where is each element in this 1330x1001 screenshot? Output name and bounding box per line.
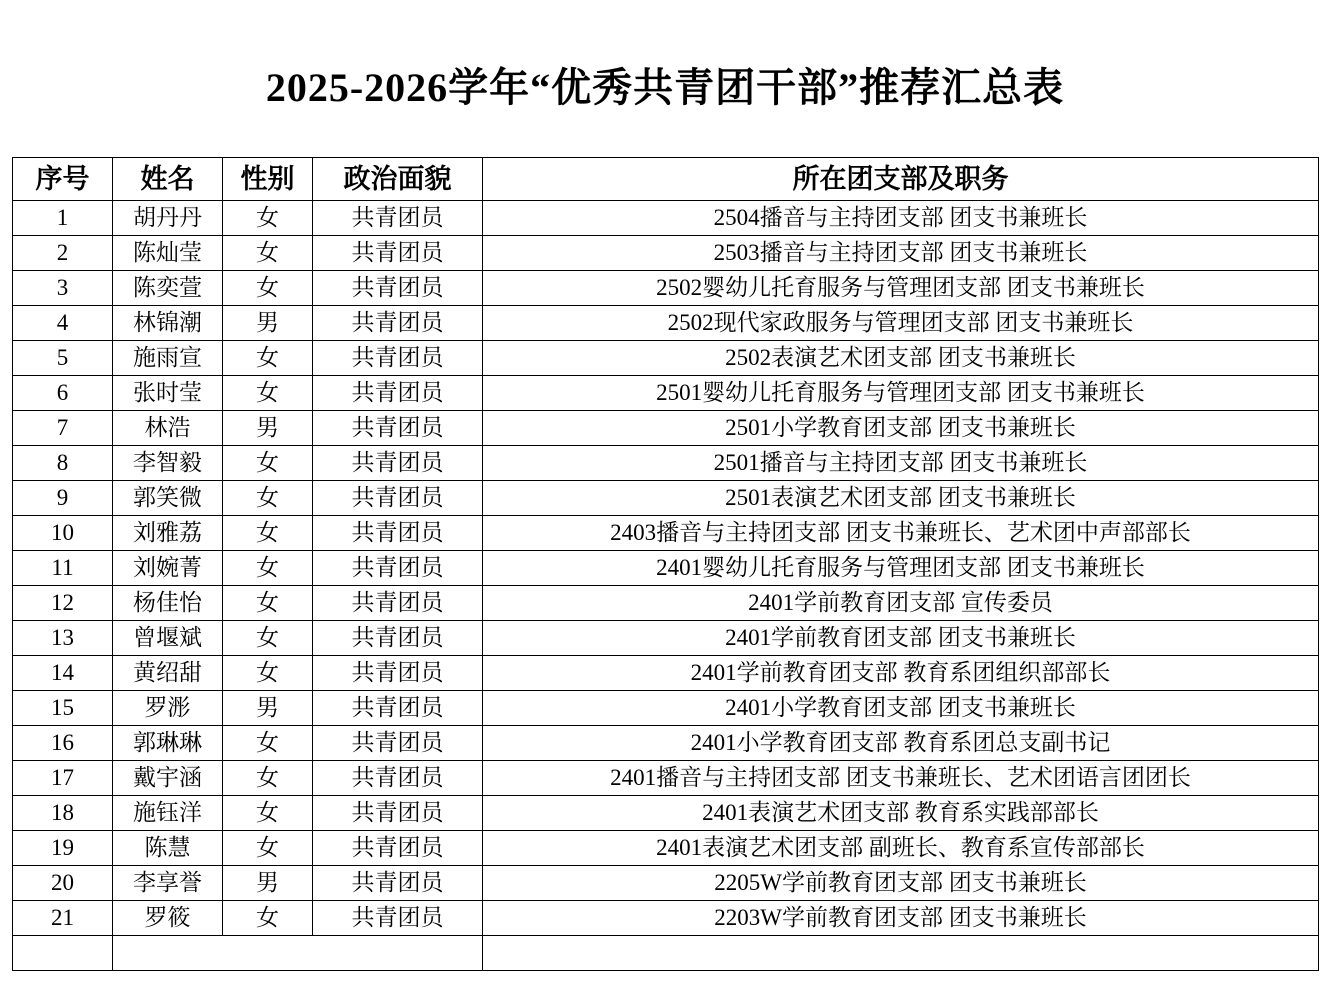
cell-politics: 共青团员 — [313, 761, 483, 796]
cell-name: 陈灿莹 — [113, 236, 223, 271]
cell-index: 6 — [13, 376, 113, 411]
cell-org: 2501播音与主持团支部 团支书兼班长 — [483, 446, 1319, 481]
cell-index: 10 — [13, 516, 113, 551]
cell-politics: 共青团员 — [313, 656, 483, 691]
cell-gender: 男 — [223, 691, 313, 726]
cell-index: 21 — [13, 901, 113, 936]
table-row — [13, 866, 1319, 901]
cell-name: 曾堰斌 — [113, 621, 223, 656]
cell-gender: 女 — [223, 621, 313, 656]
cell-index: 15 — [13, 691, 113, 726]
cell-name: 林浩 — [113, 411, 223, 446]
cell-org: 2401学前教育团支部 团支书兼班长 — [483, 621, 1319, 656]
cell-org: 2501婴幼儿托育服务与管理团支部 团支书兼班长 — [483, 376, 1319, 411]
cell-name: 李智毅 — [113, 446, 223, 481]
table-row — [13, 831, 1319, 866]
table-row — [13, 761, 1319, 796]
cell-index: 11 — [13, 551, 113, 586]
cell-org: 2403播音与主持团支部 团支书兼班长、艺术团中声部部长 — [483, 516, 1319, 551]
cell-index: 4 — [13, 306, 113, 341]
table-container — [0, 157, 1330, 971]
cell-org: 2205W学前教育团支部 团支书兼班长 — [483, 866, 1319, 901]
cell-politics: 共青团员 — [313, 796, 483, 831]
cell-org: 2401婴幼儿托育服务与管理团支部 团支书兼班长 — [483, 551, 1319, 586]
cell-gender: 女 — [223, 796, 313, 831]
cell-gender: 女 — [223, 376, 313, 411]
cell-org: 2401表演艺术团支部 教育系实践部部长 — [483, 796, 1319, 831]
cell-politics: 共青团员 — [313, 901, 483, 936]
cell-index: 18 — [13, 796, 113, 831]
cell-name: 黄绍甜 — [113, 656, 223, 691]
cell-politics: 共青团员 — [313, 866, 483, 901]
cell-gender: 女 — [223, 586, 313, 621]
cell-gender: 女 — [223, 481, 313, 516]
cell-name: 罗浵 — [113, 691, 223, 726]
cell-org: 2401播音与主持团支部 团支书兼班长、艺术团语言团团长 — [483, 761, 1319, 796]
table-body — [13, 201, 1319, 971]
cell-name: 林锦潮 — [113, 306, 223, 341]
cell-gender: 女 — [223, 551, 313, 586]
cell-politics: 共青团员 — [313, 271, 483, 306]
cell-org: 2502现代家政服务与管理团支部 团支书兼班长 — [483, 306, 1319, 341]
tail-cell-middle — [113, 936, 483, 971]
table-row — [13, 481, 1319, 516]
cell-name: 陈奕萱 — [113, 271, 223, 306]
cell-politics: 共青团员 — [313, 516, 483, 551]
column-header-index: 序号 — [13, 158, 113, 201]
cell-org: 2401学前教育团支部 教育系团组织部部长 — [483, 656, 1319, 691]
cell-org: 2401表演艺术团支部 副班长、教育系宣传部部长 — [483, 831, 1319, 866]
cell-org: 2501表演艺术团支部 团支书兼班长 — [483, 481, 1319, 516]
cell-index: 2 — [13, 236, 113, 271]
table-row — [13, 551, 1319, 586]
cell-politics: 共青团员 — [313, 201, 483, 236]
cell-gender: 女 — [223, 201, 313, 236]
cell-index: 3 — [13, 271, 113, 306]
table-row — [13, 516, 1319, 551]
cell-name: 戴宇涵 — [113, 761, 223, 796]
cell-org: 2504播音与主持团支部 团支书兼班长 — [483, 201, 1319, 236]
cell-gender: 女 — [223, 831, 313, 866]
cell-name: 胡丹丹 — [113, 201, 223, 236]
cell-index: 16 — [13, 726, 113, 761]
cell-gender: 男 — [223, 306, 313, 341]
table-row — [13, 621, 1319, 656]
cell-name: 施钰洋 — [113, 796, 223, 831]
table-row — [13, 271, 1319, 306]
table-header — [13, 158, 1319, 201]
cell-politics: 共青团员 — [313, 376, 483, 411]
cell-politics: 共青团员 — [313, 481, 483, 516]
table-row — [13, 901, 1319, 936]
tail-cell-right — [483, 936, 1319, 971]
table-row — [13, 656, 1319, 691]
tail-cell-left — [13, 936, 113, 971]
cell-gender: 男 — [223, 411, 313, 446]
cell-politics: 共青团员 — [313, 621, 483, 656]
cell-name: 刘雅荔 — [113, 516, 223, 551]
recommendation-table — [12, 157, 1319, 971]
table-tail-row — [13, 936, 1319, 971]
cell-politics: 共青团员 — [313, 726, 483, 761]
cell-org: 2203W学前教育团支部 团支书兼班长 — [483, 901, 1319, 936]
column-header-politics: 政治面貌 — [313, 158, 483, 201]
table-row — [13, 376, 1319, 411]
cell-org: 2401小学教育团支部 团支书兼班长 — [483, 691, 1319, 726]
table-header-row — [13, 158, 1319, 201]
cell-name: 陈慧 — [113, 831, 223, 866]
cell-index: 14 — [13, 656, 113, 691]
table-row — [13, 411, 1319, 446]
column-header-gender: 性别 — [223, 158, 313, 201]
cell-name: 李享誉 — [113, 866, 223, 901]
cell-name: 杨佳怡 — [113, 586, 223, 621]
cell-name: 郭琳琳 — [113, 726, 223, 761]
cell-gender: 女 — [223, 656, 313, 691]
cell-gender: 女 — [223, 901, 313, 936]
cell-politics: 共青团员 — [313, 446, 483, 481]
cell-name: 施雨宣 — [113, 341, 223, 376]
cell-index: 5 — [13, 341, 113, 376]
table-row — [13, 306, 1319, 341]
cell-org: 2502表演艺术团支部 团支书兼班长 — [483, 341, 1319, 376]
cell-gender: 女 — [223, 236, 313, 271]
cell-org: 2401学前教育团支部 宣传委员 — [483, 586, 1319, 621]
cell-index: 19 — [13, 831, 113, 866]
cell-politics: 共青团员 — [313, 341, 483, 376]
cell-gender: 女 — [223, 726, 313, 761]
table-row — [13, 341, 1319, 376]
cell-index: 8 — [13, 446, 113, 481]
table-row — [13, 446, 1319, 481]
cell-index: 9 — [13, 481, 113, 516]
cell-gender: 女 — [223, 446, 313, 481]
cell-name: 罗筱 — [113, 901, 223, 936]
cell-gender: 女 — [223, 516, 313, 551]
cell-politics: 共青团员 — [313, 306, 483, 341]
table-row — [13, 726, 1319, 761]
cell-politics: 共青团员 — [313, 831, 483, 866]
table-row — [13, 236, 1319, 271]
cell-index: 17 — [13, 761, 113, 796]
cell-politics: 共青团员 — [313, 586, 483, 621]
column-header-name: 姓名 — [113, 158, 223, 201]
cell-index: 7 — [13, 411, 113, 446]
page-title: 2025-2026学年“优秀共青团干部”推荐汇总表 — [265, 65, 1065, 110]
cell-politics: 共青团员 — [313, 236, 483, 271]
cell-index: 12 — [13, 586, 113, 621]
cell-politics: 共青团员 — [313, 691, 483, 726]
table-row — [13, 691, 1319, 726]
cell-gender: 女 — [223, 341, 313, 376]
cell-politics: 共青团员 — [313, 411, 483, 446]
cell-name: 郭笑微 — [113, 481, 223, 516]
table-row — [13, 586, 1319, 621]
cell-index: 20 — [13, 866, 113, 901]
table-row — [13, 796, 1319, 831]
table-row — [13, 201, 1319, 236]
cell-name: 张时莹 — [113, 376, 223, 411]
cell-gender: 女 — [223, 761, 313, 796]
column-header-org: 所在团支部及职务 — [483, 158, 1319, 201]
cell-gender: 男 — [223, 866, 313, 901]
cell-politics: 共青团员 — [313, 551, 483, 586]
cell-gender: 女 — [223, 271, 313, 306]
cell-org: 2401小学教育团支部 教育系团总支副书记 — [483, 726, 1319, 761]
cell-org: 2502婴幼儿托育服务与管理团支部 团支书兼班长 — [483, 271, 1319, 306]
cell-index: 13 — [13, 621, 113, 656]
cell-org: 2503播音与主持团支部 团支书兼班长 — [483, 236, 1319, 271]
cell-org: 2501小学教育团支部 团支书兼班长 — [483, 411, 1319, 446]
cell-name: 刘婉菁 — [113, 551, 223, 586]
cell-index: 1 — [13, 201, 113, 236]
